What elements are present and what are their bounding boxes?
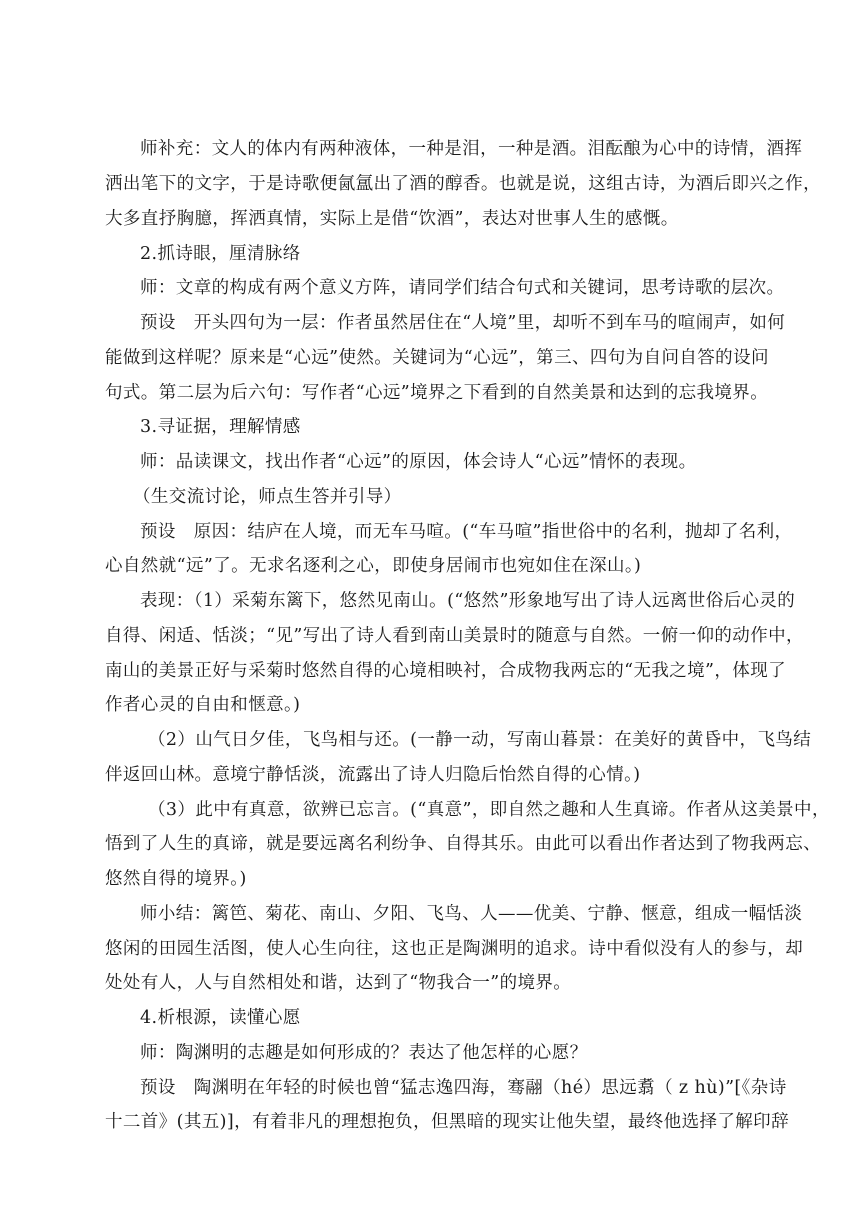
paragraph-line: 自得、闲适、恬淡；“见”写出了诗人看到南山美景时的随意与自然。一俯一仰的动作中，	[105, 626, 804, 646]
paragraph-line: 师：品读课文，找出作者“心远”的原因，体会诗人“心远”情怀的表现。	[140, 452, 697, 472]
paragraph-line: 师补充：文人的体内有两种液体，一种是泪，一种是酒。泪酝酿为心中的诗情，酒挥	[140, 139, 803, 159]
section-heading: 3.寻证据，理解情感	[140, 417, 301, 437]
paragraph-line: 师：陶渊明的志趣是如何形成的？表达了他怎样的心愿？	[140, 1043, 588, 1063]
paragraph-line: 句式。第二层为后六句：写作者“心远”境界之下看到的自然美景和达到的忘我境界。	[105, 383, 769, 403]
paragraph-line: 大多直抒胸臆，挥洒真情，实际上是借“饮酒”，表达对世事人生的感慨。	[105, 209, 679, 229]
paragraph-line: 作者心灵的自由和惬意。)	[105, 695, 301, 715]
paragraph-line: 预设 原因：结庐在人境，而无车马喧。(“车马喧”指世俗中的名利，抛却了名利，	[140, 522, 793, 542]
paragraph-line: 十二首》(其五)]，有着非凡的理想抱负，但黑暗的现实让他失望，最终他选择了解印辞	[105, 1112, 789, 1132]
paragraph-line: 师小结：篱笆、菊花、南山、夕阳、飞鸟、人——优美、宁静、惬意，组成一幅恬淡	[140, 904, 803, 924]
paragraph-line: （2）山气日夕佳，飞鸟相与还。(一静一动，写南山暮景：在美好的黄昏中，飞鸟结	[148, 730, 812, 750]
paragraph-line: 表现：（1）采菊东篱下，悠然见南山。(“悠然”形象地写出了诗人远离世俗后心灵的	[140, 591, 796, 611]
paragraph-line: 悠然自得的境界。)	[105, 869, 247, 889]
paragraph-line: （3）此中有真意，欲辨已忘言。(“真意”，即自然之趣和人生真谛。作者从这美景中，	[148, 800, 830, 820]
paragraph-line: 悠闲的田园生活图，使人心生向往，这也正是陶渊明的追求。诗中看似没有人的参与，却	[105, 939, 804, 959]
paragraph-line: 预设 开头四句为一层：作者虽然居住在“人境”里，却听不到车马的喧闹声，如何	[140, 313, 786, 333]
paragraph-line: 处处有人，人与自然相处和谐，达到了“物我合一”的境界。	[105, 973, 572, 993]
section-heading: 4.析根源，读懂心愿	[140, 1008, 301, 1028]
section-heading: 2.抓诗眼，厘清脉络	[140, 244, 301, 264]
paragraph-line: 师：文章的构成有两个意义方阵，请同学们结合句式和关键词，思考诗歌的层次。	[140, 278, 785, 298]
paragraph-line: 南山的美景正好与采菊时悠然自得的心境相映衬，合成物我两忘的“无我之境”，体现了	[105, 661, 786, 681]
paragraph-line: 能做到这样呢？原来是“心远”使然。关键词为“心远”，第三、四句为自问自答的设问	[105, 348, 769, 368]
paragraph-line: 心自然就“远”了。无求名逐利之心，即使身居闹市也宛如住在深山。)	[105, 556, 642, 576]
paragraph-line: 伴返回山林。意境宁静恬淡，流露出了诗人归隐后怡然自得的心情。)	[105, 765, 641, 785]
paragraph-line: 悟到了人生的真谛，就是要远离名利纷争、自得其乐。由此可以看出作者达到了物我两忘、	[105, 834, 821, 854]
paragraph-line: （生交流讨论，师点生答并引导）	[133, 487, 402, 507]
paragraph-line: 洒出笔下的文字，于是诗歌便氤氲出了酒的醇香。也就是说，这组古诗，为酒后即兴之作，	[105, 174, 821, 194]
paragraph-line: 预设 陶渊明在年轻的时候也曾“猛志逸四海，骞翮（hé）思远翥（ z hù)”[《杂诗	[140, 1078, 787, 1098]
